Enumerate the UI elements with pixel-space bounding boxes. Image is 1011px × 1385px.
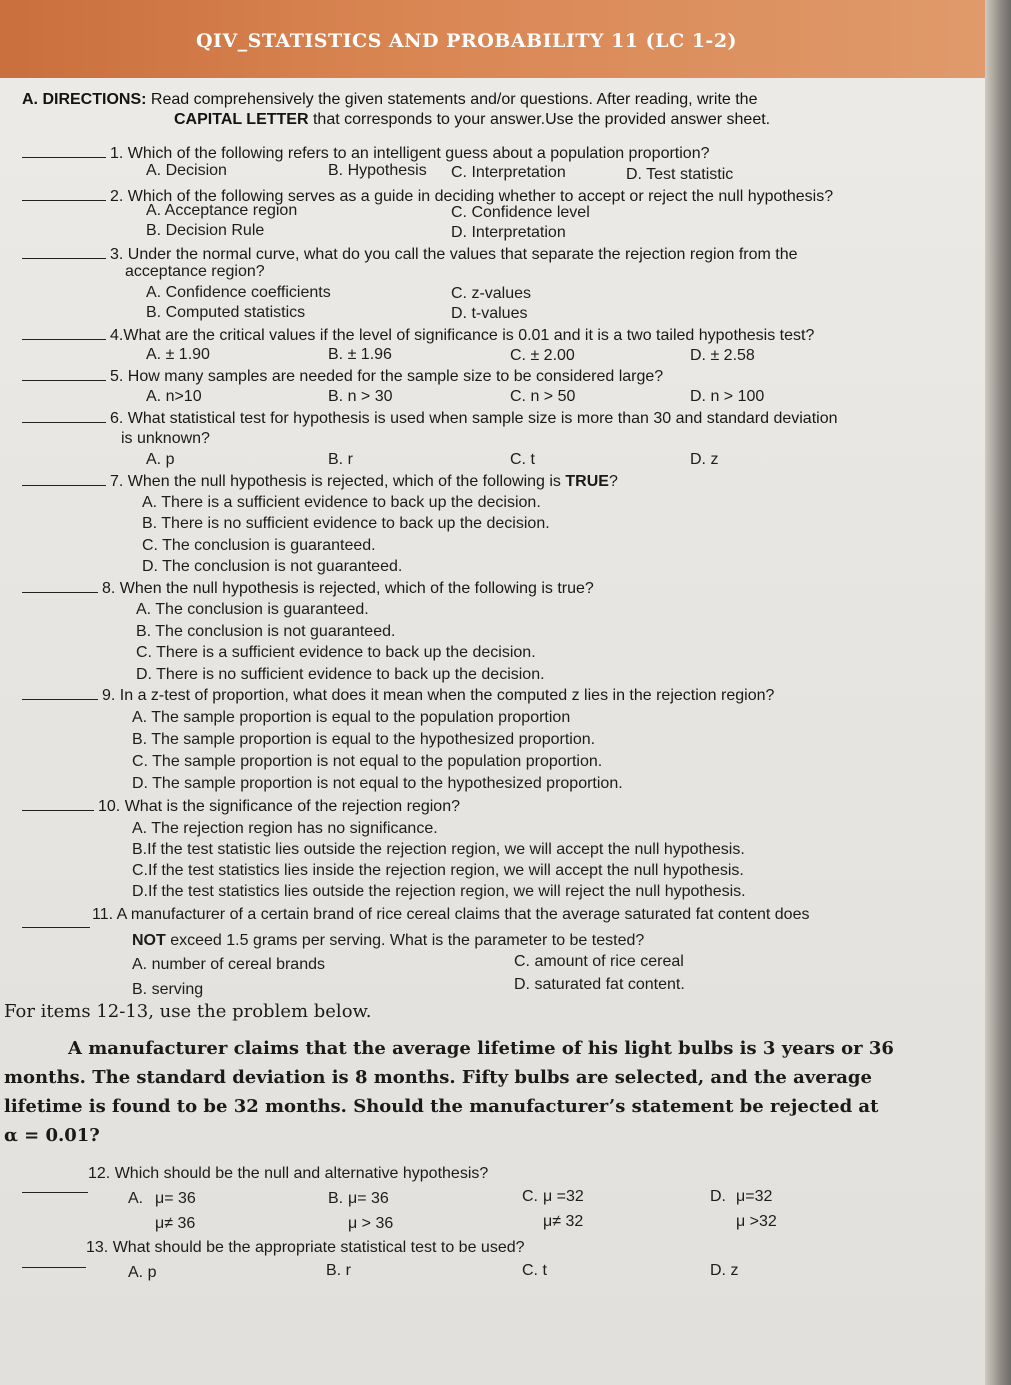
question-12-blank [22,1180,92,1198]
option: C. ± 2.00 [510,347,575,364]
answer-blank[interactable] [22,147,106,158]
question-2: 2. Which of the following serves as a guide in deciding whether to accept or reject the null hypothesis? [22,188,833,206]
option-d-null: μ=32 [736,1188,773,1205]
option: A. p [146,451,175,468]
option: D. There is no sufficient evidence to back up the decision. [136,666,545,683]
question-12: 12. Which should be the null and alternative hypothesis? [88,1165,489,1182]
directions-text-1: Read comprehensively the given statements and/or questions. After reading, write the [150,91,758,108]
question-3-continued: acceptance region? [125,263,265,280]
option: B. serving [132,981,204,998]
question-9: 9. In a z-test of proportion, what does it mean when the computed z lies in the rejection region? [22,687,774,705]
option: B. n > 30 [328,388,393,405]
option: D. Interpretation [451,224,566,241]
option: D. The conclusion is not guaranteed. [142,558,403,575]
worksheet-title: QIV_STATISTICS AND PROBABILITY 11 (LC 1-2) [196,30,738,52]
option: B. There is no sufficient evidence to back up the decision. [142,515,550,532]
answer-blank[interactable] [22,190,106,201]
option-c-label: C. [522,1188,538,1205]
option: B. The conclusion is not guaranteed. [136,623,396,640]
problem-line-4: α = 0.01? [4,1125,100,1146]
option: A. Confidence coefficients [146,284,331,301]
option: C. Interpretation [451,164,566,181]
option: B. Computed statistics [146,304,306,321]
problem-line-3: lifetime is found to be 32 months. Should the manufacturer’s statement be rejected at [4,1096,879,1117]
answer-blank[interactable] [22,1257,86,1268]
answer-blank[interactable] [22,248,106,259]
option-c-null: μ =32 [543,1188,584,1205]
question-8: 8. When the null hypothesis is rejected, which of the following is true? [22,580,594,598]
option: C. There is a sufficient evidence to back up the decision. [136,644,536,661]
question-13: 13. What should be the appropriate statistical test to be used? [86,1239,525,1256]
option: A. The conclusion is guaranteed. [136,601,369,618]
answer-blank[interactable] [22,1182,88,1193]
option: D. t-values [451,305,528,322]
directions-text-2: that corresponds to your answer.Use the provided answer sheet. [312,111,771,128]
question-3: 3. Under the normal curve, what do you call the values that separate the rejection region from the [22,246,798,264]
question-6: 6. What statistical test for hypothesis is used when sample size is more than 30 and standard deviation [22,410,838,428]
option: A. The rejection region has no significance. [132,820,438,837]
option-b-alt: μ > 36 [348,1215,394,1232]
option: C. n > 50 [510,388,576,405]
option: D. saturated fat content. [514,976,685,993]
option: D. z [690,451,719,468]
directions-label: A. DIRECTIONS: [22,91,147,108]
option: B. Hypothesis [328,162,427,179]
option: A. n>10 [146,388,202,405]
option: C. The conclusion is guaranteed. [142,537,376,554]
answer-blank[interactable] [22,800,94,811]
option: D. z [710,1262,739,1279]
option: C. t [522,1262,547,1279]
option: B. Decision Rule [146,222,265,239]
answer-blank[interactable] [22,582,98,593]
question-11-blank [22,915,94,933]
problem-line-2: months. The standard deviation is 8 months. Fifty bulbs are selected, and the average [4,1067,872,1088]
option: C. t [510,451,535,468]
option: D. The sample proportion is not equal to the hypothesized proportion. [132,775,623,792]
option: C. z-values [451,285,532,302]
directions [22,90,902,130]
option-d-label: D. [710,1188,726,1205]
answer-blank[interactable] [22,412,106,423]
answer-blank[interactable] [22,689,98,700]
option-d-alt: μ >32 [736,1213,777,1230]
question-4: 4.What are the critical values if the level of significance is 0.01 and it is a two tailed hypothesis test? [22,327,814,345]
answer-blank[interactable] [22,917,90,928]
option: B. r [328,451,353,468]
header-banner [0,0,985,78]
option: C.If the test statistics lies inside the rejection region, we will accept the null hypothesis. [132,862,744,879]
option: C. amount of rice cereal [514,953,684,970]
option: B.If the test statistic lies outside the rejection region, we will accept the null hypothesis. [132,841,745,858]
option: A. ± 1.90 [146,346,210,363]
option: D. n > 100 [690,388,765,405]
option-a-null: μ= 36 [155,1190,196,1207]
option: B. ± 1.96 [328,346,392,363]
option: D.If the test statistics lies outside the rejection region, we will reject the null hypothesis. [132,883,746,900]
question-5: 5. How many samples are needed for the sample size to be considered large? [22,368,663,386]
option-c-alt: μ≠ 32 [543,1213,584,1230]
option: D. ± 2.58 [690,347,755,364]
question-11: 11. A manufacturer of a certain brand of rice cereal claims that the average saturated fat content does [92,906,810,923]
option: D. Test statistic [626,166,734,183]
answer-blank[interactable] [22,329,106,340]
option-a-label: A. [128,1190,144,1207]
question-13-blank [22,1255,90,1273]
directions-emphasis: CAPITAL LETTER [174,111,309,128]
answer-blank[interactable] [22,475,106,486]
option: B. r [326,1262,351,1279]
page-edge-shadow [985,0,1011,1385]
option-a-alt: μ≠ 36 [155,1215,196,1232]
answer-blank[interactable] [22,370,106,381]
question-1: 1. Which of the following refers to an intelligent guess about a population proportion? [22,145,710,163]
option: B. The sample proportion is equal to the hypothesized proportion. [132,731,596,748]
option: A. There is a sufficient evidence to back up the decision. [142,494,541,511]
problem-intro: For items 12-13, use the problem below. [4,1001,372,1022]
option: A. Acceptance region [146,202,298,219]
option: A. p [128,1264,157,1281]
option: A. number of cereal brands [132,956,325,973]
question-11-continued: NOT exceed 1.5 grams per serving. What is the parameter to be tested? [132,932,645,949]
question-6-continued: is unknown? [121,430,210,447]
question-7: 7. When the null hypothesis is rejected, which of the following is TRUE? [22,473,618,491]
problem-line-1: A manufacturer claims that the average lifetime of his light bulbs is 3 years or 36 [68,1038,894,1059]
option: C. The sample proportion is not equal to the population proportion. [132,753,603,770]
option-b-label: B. [328,1190,344,1207]
option: A. The sample proportion is equal to the population proportion [132,709,571,726]
option-b-null: μ= 36 [348,1190,389,1207]
option: C. Confidence level [451,204,590,221]
question-10: 10. What is the significance of the rejection region? [22,798,460,816]
option: A. Decision [146,162,227,179]
